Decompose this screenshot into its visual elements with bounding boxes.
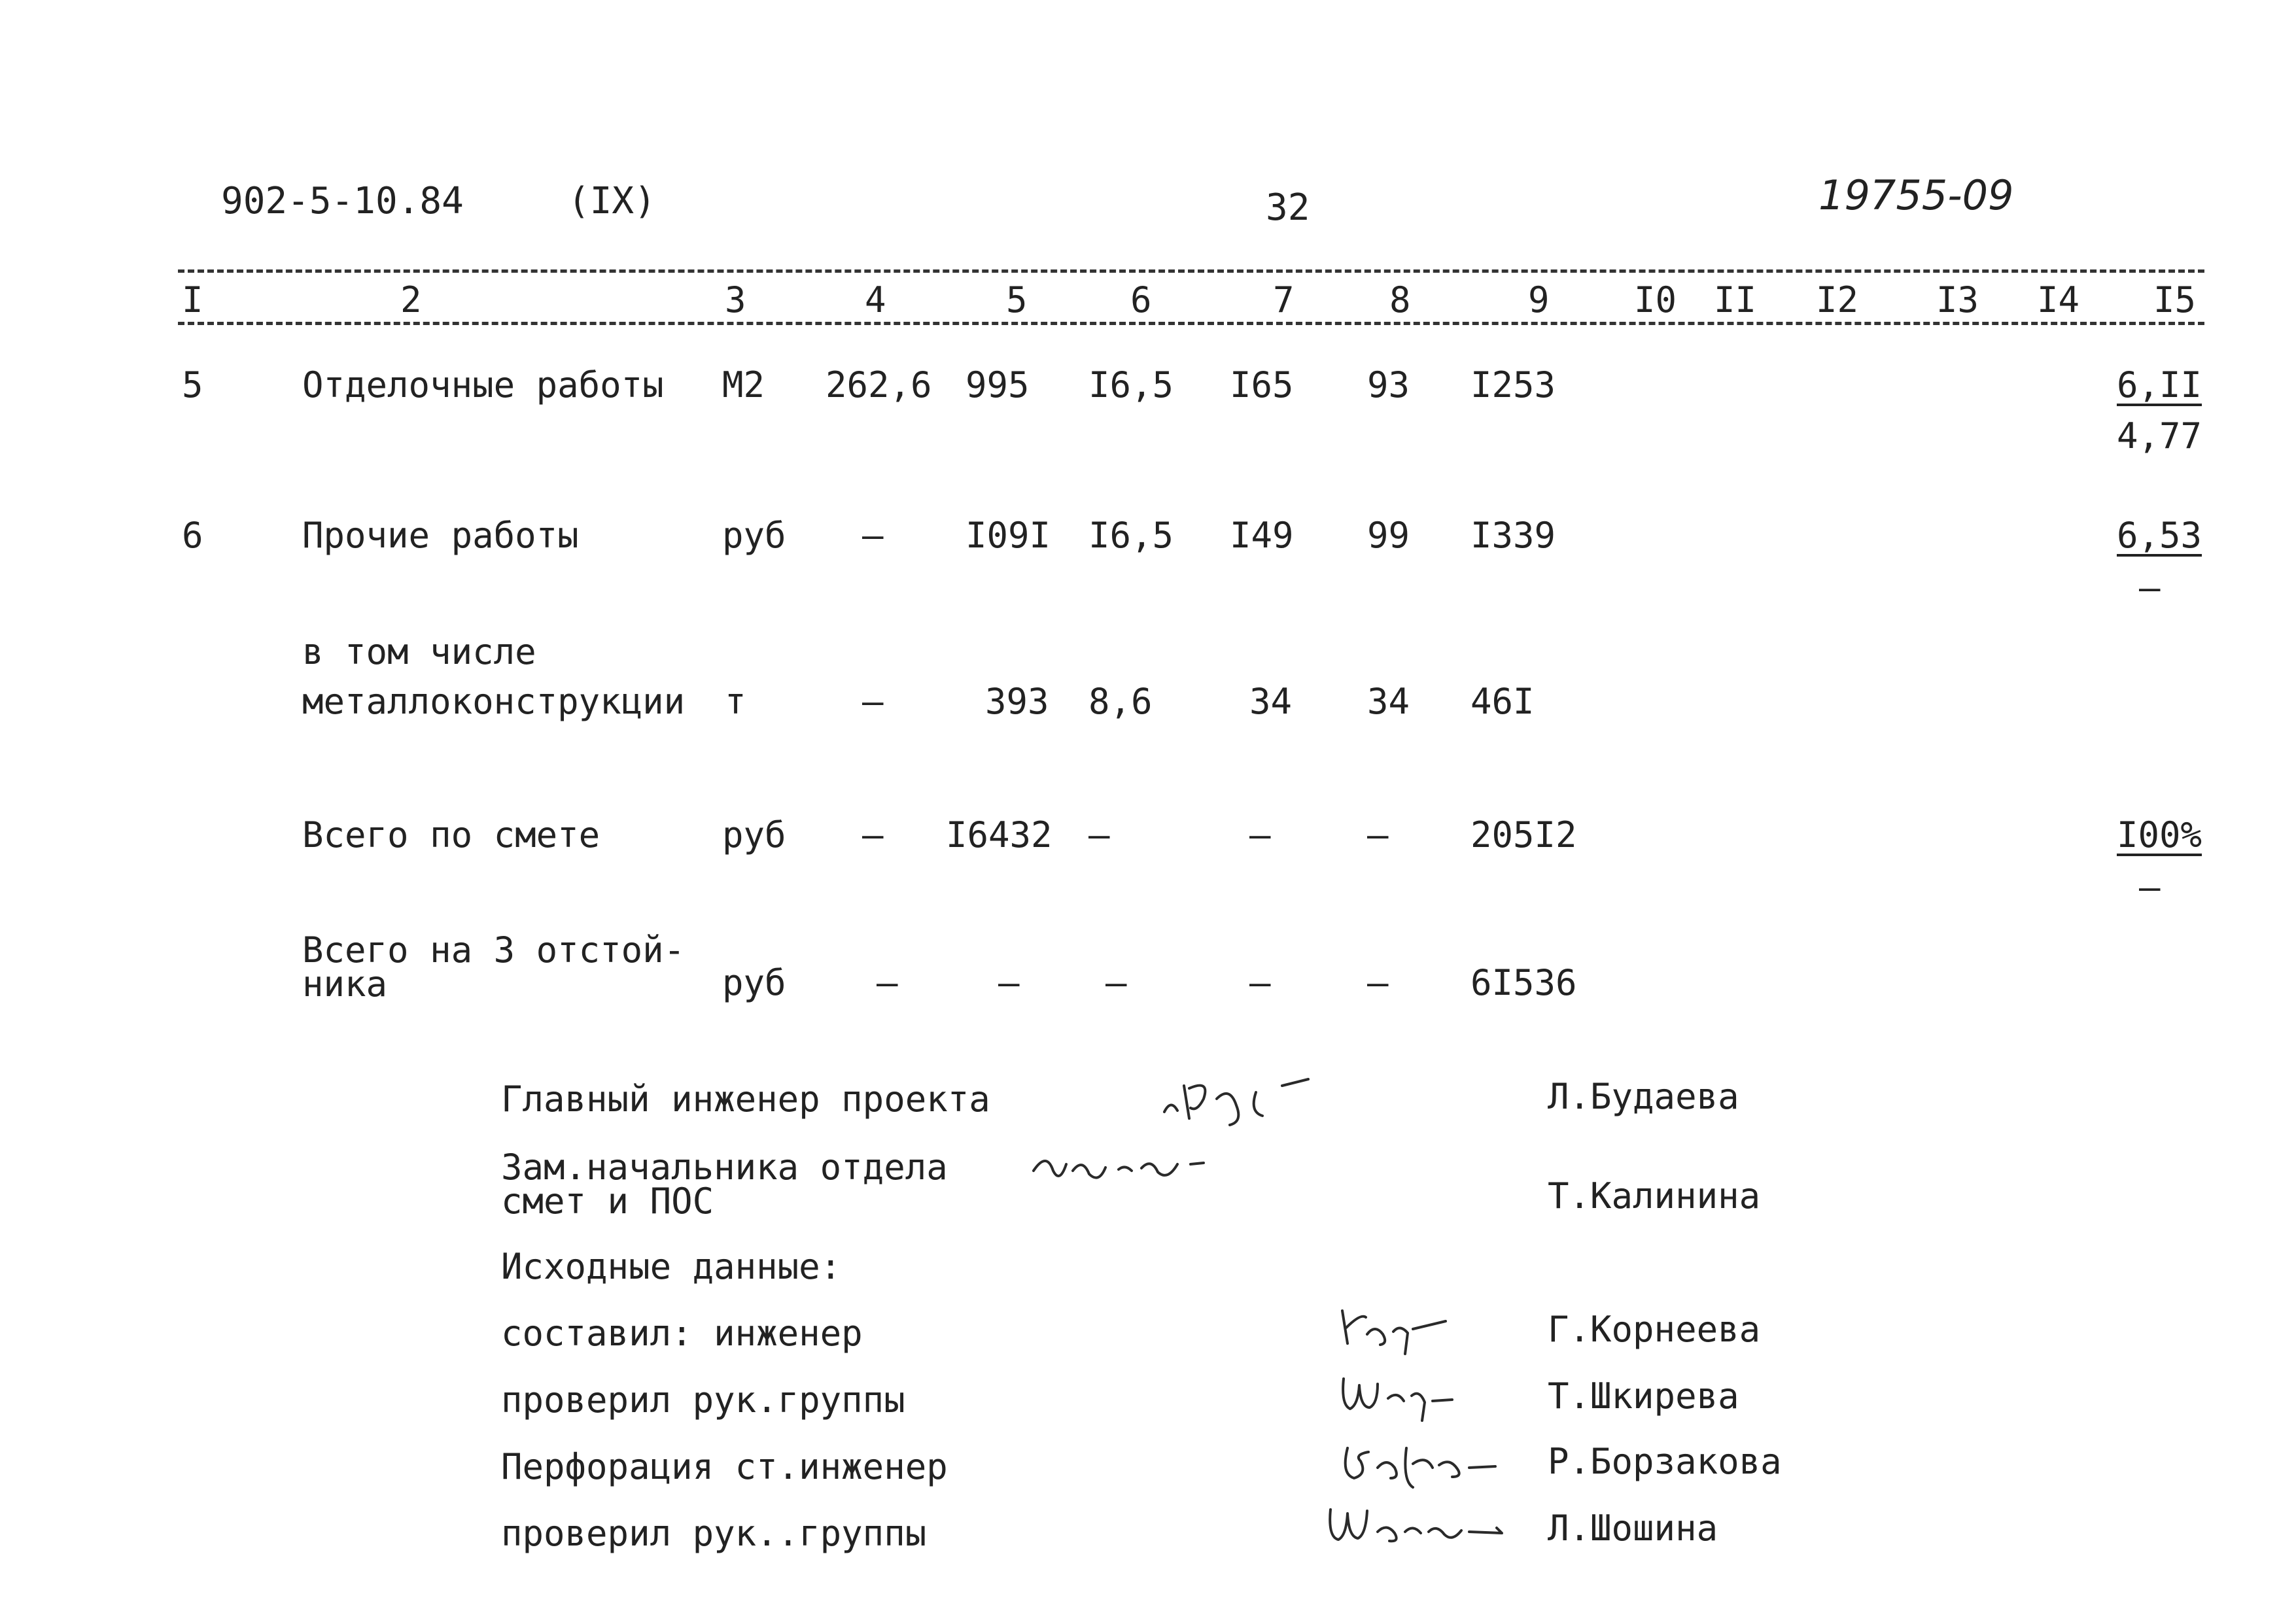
- row-cell: –: [1249, 814, 1271, 855]
- signature-role: проверил рук.группы: [501, 1379, 905, 1421]
- row-cell-fraction-bottom: –: [2139, 867, 2161, 908]
- row-cell: I6,5: [1088, 515, 1174, 556]
- page-number: 32: [1266, 186, 1310, 229]
- row-name-line1: Всего на 3 отстой-: [302, 929, 686, 971]
- handwritten-signature: [1334, 1428, 1505, 1494]
- row-cell: –: [1249, 962, 1271, 1003]
- row-name-line2: металлоконструкции: [302, 681, 686, 722]
- row-cell: –: [862, 515, 884, 556]
- row-cell-fraction-bottom: –: [2139, 567, 2161, 608]
- row-name-line2: ника: [302, 963, 388, 1005]
- row-number: 5: [182, 364, 203, 406]
- signature-role-line1: Зам.начальника отдела: [501, 1147, 948, 1188]
- signature-role-line2: смет и ПОС: [501, 1181, 714, 1222]
- row-cell: 46I: [1470, 681, 1535, 722]
- row-cell-fraction-top: I00%: [2117, 814, 2202, 855]
- column-header: I5: [2153, 279, 2197, 320]
- row-cell: I65: [1230, 364, 1294, 406]
- header-bottom-rule: [178, 322, 2204, 325]
- row-name: Отделочные работы: [302, 364, 664, 406]
- column-header: I3: [1936, 279, 1979, 320]
- row-cell: 995: [965, 364, 1030, 406]
- handwritten-signature: [1334, 1366, 1459, 1425]
- column-header: I4: [2037, 279, 2080, 320]
- column-header: I: [182, 279, 203, 320]
- section-number: (IX): [568, 180, 656, 222]
- handwritten-signature: [1334, 1298, 1452, 1356]
- row-cell: –: [1367, 814, 1389, 855]
- row-unit: М2: [722, 364, 765, 406]
- row-cell: 205I2: [1470, 814, 1577, 855]
- document-code: 902-5-10.84: [221, 180, 464, 222]
- column-header: 5: [1006, 279, 1028, 320]
- row-cell: 393: [985, 681, 1049, 722]
- row-cell: 262,6: [826, 364, 932, 406]
- row-cell: –: [998, 962, 1020, 1003]
- row-name-line1: в том числе: [302, 631, 536, 672]
- signer-name: Т.Калинина: [1548, 1175, 1761, 1217]
- signature-role: Главный инженер проекта: [501, 1079, 990, 1120]
- section-label: Исходные данные:: [501, 1246, 842, 1287]
- row-cell: 34: [1367, 681, 1410, 722]
- row-cell: 8,6: [1088, 681, 1153, 722]
- row-unit: руб: [722, 962, 786, 1003]
- signer-name: Р.Борзакова: [1548, 1441, 1782, 1482]
- row-cell: –: [877, 962, 898, 1003]
- row-cell-fraction-top: 6,II: [2117, 364, 2202, 406]
- handwritten-signature: [1027, 1138, 1223, 1190]
- row-cell: 6I536: [1470, 962, 1577, 1003]
- column-header: 4: [865, 279, 886, 320]
- column-header: 9: [1528, 279, 1550, 320]
- row-cell: 93: [1367, 364, 1410, 406]
- signature-role: составил: инженер: [501, 1313, 863, 1354]
- column-header: 6: [1130, 279, 1152, 320]
- row-unit: руб: [722, 814, 786, 855]
- signature-role: Перфорация ст.инженер: [501, 1446, 948, 1487]
- column-header: I0: [1634, 279, 1677, 320]
- row-cell-fraction-top: 6,53: [2117, 515, 2202, 556]
- column-header: 2: [400, 279, 422, 320]
- signer-name: Л.Будаева: [1548, 1076, 1739, 1117]
- album-number: 19755-09: [1818, 171, 2014, 219]
- row-cell-fraction-bottom: 4,77: [2117, 415, 2202, 457]
- row-name: Прочие работы: [302, 515, 579, 556]
- row-cell: –: [1088, 814, 1110, 855]
- handwritten-signature: [1158, 1060, 1328, 1132]
- column-header: 3: [725, 279, 746, 320]
- row-unit: т: [725, 681, 746, 722]
- row-name: Всего по смете: [302, 814, 600, 855]
- row-cell: –: [862, 814, 884, 855]
- row-cell: –: [1105, 962, 1127, 1003]
- row-cell: I253: [1470, 364, 1556, 406]
- row-cell: I339: [1470, 515, 1556, 556]
- row-unit: руб: [722, 515, 786, 556]
- column-header: 8: [1389, 279, 1411, 320]
- column-header: II: [1714, 279, 1757, 320]
- row-cell: 34: [1249, 681, 1293, 722]
- row-number: 6: [182, 515, 203, 556]
- header-top-rule: [178, 269, 2204, 273]
- row-cell: –: [1367, 962, 1389, 1003]
- column-header: I2: [1816, 279, 1859, 320]
- row-cell: I49: [1230, 515, 1294, 556]
- row-cell: 99: [1367, 515, 1410, 556]
- column-header: 7: [1273, 279, 1295, 320]
- row-cell: –: [862, 681, 884, 722]
- signature-role: проверил рук..группы: [501, 1513, 927, 1554]
- signer-name: Т.Шкирева: [1548, 1375, 1739, 1417]
- signer-name: Л.Шошина: [1548, 1508, 1718, 1549]
- signer-name: Г.Корнеева: [1548, 1309, 1761, 1350]
- row-cell: I6,5: [1088, 364, 1174, 406]
- row-cell: I6432: [946, 814, 1052, 855]
- handwritten-signature: [1321, 1494, 1511, 1553]
- row-cell: I09I: [965, 515, 1051, 556]
